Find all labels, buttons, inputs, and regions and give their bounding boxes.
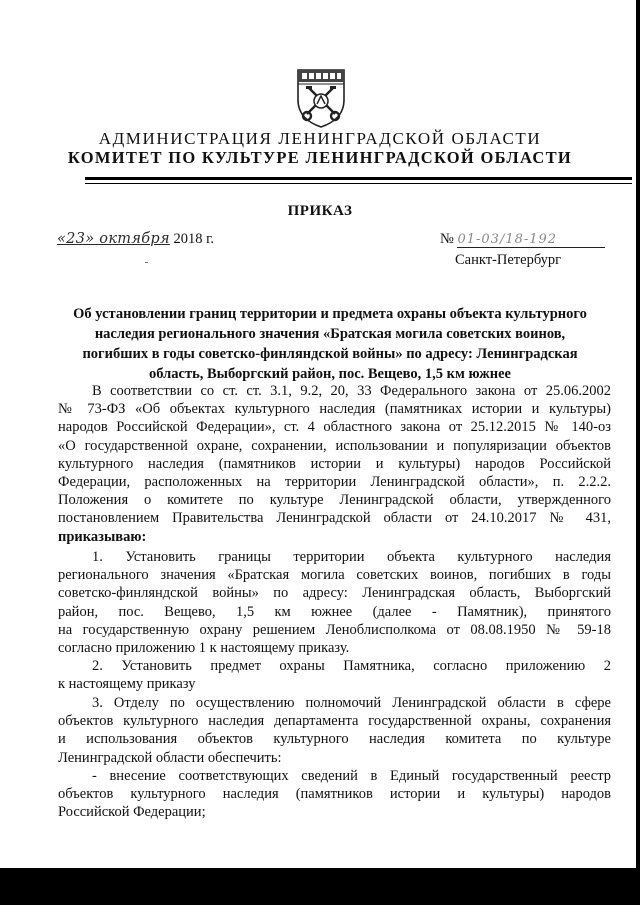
text-line: район, пос. Вещево, 1,5 км южнее (далее - Памятник), принятого (58, 603, 611, 620)
text-line: - внесение соответствующих сведений в Единый государственный реестр (92, 768, 611, 784)
document-city: Санкт-Петербург (455, 252, 562, 268)
text-line: «О государственной охране, сохранении, использовании и популяризации объектов (58, 437, 611, 454)
text-line: и использования объектов культурного наследия комитета по культуре (58, 731, 611, 748)
item-3-bullet (58, 767, 611, 822)
text-line: 2. Установить предмет охраны Памятника, согласно приложению 2 (92, 658, 611, 674)
preamble-paragraph (58, 382, 611, 546)
subject-line: Об установлении границ территории и предмета охраны объекта культурного (73, 306, 587, 322)
text-line: Ленинградской области обеспечить: (58, 749, 282, 766)
header-rule-thin (85, 183, 632, 184)
text-line: к настоящему приказу (58, 676, 196, 693)
committee-name: КОМИТЕТ ПО КУЛЬТУРЕ ЛЕНИНГРАДСКОЙ ОБЛАСТИ (67, 148, 573, 167)
subject-line: область, Выборгский район, пос. Вещево, 1,5 км южнее (149, 366, 511, 382)
text-line: Российской Федерации; (58, 804, 206, 821)
document-type: ПРИКАЗ (287, 203, 353, 219)
date-year: 2018 г. (173, 231, 215, 247)
text-line: постановлением Правительства Ленинградской области от 24.10.2017 № 431, (58, 510, 611, 527)
text-line: народов Российской Федерации», ст. 4 областного закона от 25.12.2015 № 140-оз (58, 419, 611, 436)
text-line: 1. Установить границы территории объекта культурного наследия (92, 549, 611, 565)
document-subject (60, 304, 600, 384)
text-line: на государственную охрану решением Леноблисполкома от 08.08.1950 № 59-18 (58, 621, 611, 638)
text-line: объектов культурного наследия (памятников истории и культуры) народов (58, 786, 611, 803)
subject-line: наследия регионального значения «Братская могила советских воинов, (94, 326, 566, 342)
item-1 (58, 548, 611, 657)
item-3 (58, 694, 611, 767)
order-word: приказываю: (58, 528, 147, 545)
text-line: советско-финляндской войны» по адресу: Ленинградская область, Выборгский (58, 585, 611, 602)
document-date (57, 231, 214, 248)
text-line: Федерации, расположенных на территории Ленинградской области», п. 2.2.2. (58, 474, 611, 491)
scan-bottom-band (0, 868, 640, 905)
coat-of-arms-icon (295, 66, 347, 128)
agency-name: АДМИНИСТРАЦИЯ ЛЕНИНГРАДСКОЙ ОБЛАСТИ (98, 129, 542, 148)
text-line: № 73-ФЗ «Об объектах культурного наследия (памятниках истории и культуры) (58, 401, 611, 418)
text-line: согласно приложению 1 к настоящему приказу. (58, 640, 350, 657)
text-line: 3. Отделу по осуществлению полномочий Ленинградской области в сфере (92, 695, 611, 711)
item-2 (58, 657, 611, 693)
text-line: Положения о комитете по культуре Ленинградской области, утвержденного (58, 492, 611, 509)
handwritten-date: «23» октября (57, 231, 170, 247)
text-line: В соответствии со ст. ст. 3.1, 9.2, 20, 33 Федерального закона от 25.06.2002 (92, 383, 611, 399)
stray-mark (145, 262, 148, 263)
number-sign: № (440, 231, 454, 247)
document-number (440, 231, 605, 248)
text-line: культурного наследия (памятников истории и культуры) народов Российской (58, 455, 611, 472)
text-line: объектов культурного наследия департамента государственной охраны, сохранения (58, 713, 611, 730)
subject-line: погибших в годы советско-финляндской войны» по адресу: Ленинградская (82, 346, 578, 362)
text-line: регионального значения «Братская могила советских воинов, погибших в годы (58, 567, 611, 584)
header-rule-thick (85, 177, 632, 180)
handwritten-number: 01-03/18-192 (457, 232, 605, 248)
